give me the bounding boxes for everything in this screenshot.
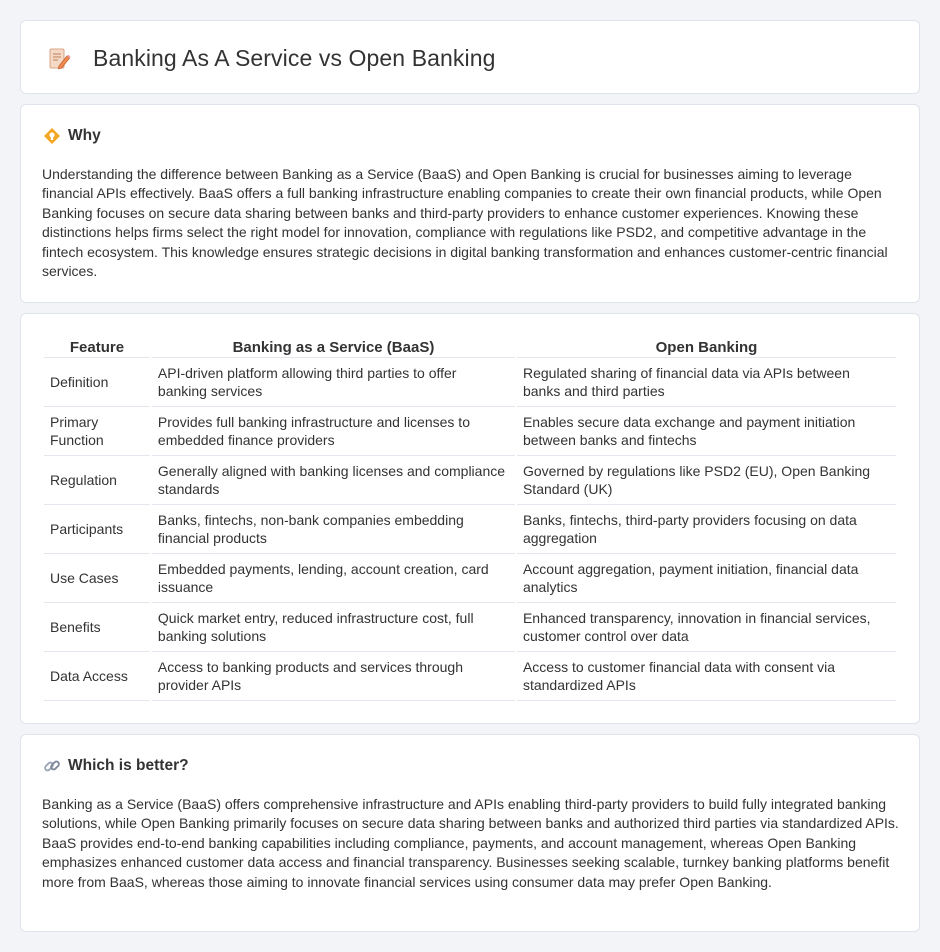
row-open-banking: Regulated sharing of financial data via APIs between banks and third parties — [517, 358, 896, 407]
table-row — [44, 554, 896, 603]
document-pencil-icon — [47, 47, 71, 71]
better-header — [43, 757, 189, 775]
which-better-section — [20, 734, 920, 932]
row-feature: Definition — [44, 358, 150, 407]
row-open-banking: Enables secure data exchange and payment initiation between banks and fintechs — [517, 407, 896, 456]
table-row — [44, 407, 896, 456]
link-icon — [43, 757, 61, 775]
table-header-row — [44, 335, 896, 358]
row-baas: Embedded payments, lending, account creation, card issuance — [152, 554, 515, 603]
comparison-table — [42, 335, 898, 701]
row-baas: Access to banking products and services through provider APIs — [152, 652, 515, 701]
header-feature: Feature — [44, 335, 150, 358]
table-row — [44, 652, 896, 701]
why-heading: Why — [68, 127, 101, 144]
row-baas: Provides full banking infrastructure and licenses to embedded finance providers — [152, 407, 515, 456]
row-open-banking: Banks, fintechs, third-party providers focusing on data aggregation — [517, 505, 896, 554]
row-feature: Primary Function — [44, 407, 150, 456]
better-heading: Which is better? — [68, 757, 189, 774]
why-section — [20, 104, 920, 303]
table-row — [44, 456, 896, 505]
better-paragraph: Banking as a Service (BaaS) offers comprehensive infrastructure and APIs enabling third-party providers to build fully integrated banking solutions, while Open Banking primarily focuses on secure data sharing between banks and authorized third parties via standardized APIs. BaaS provides end-to-end banking capabilities including compliance, payments, and account management, whereas Open Banking emphasizes enhanced customer data access and financial transparency. Businesses seeking scalable, turnkey banking platforms benefit more from BaaS, whereas those aiming to innovate financial services using consumer data may prefer Open Banking. — [42, 796, 899, 890]
table-row — [44, 358, 896, 407]
row-open-banking: Account aggregation, payment initiation, financial data analytics — [517, 554, 896, 603]
row-feature: Regulation — [44, 456, 150, 505]
table-row — [44, 505, 896, 554]
table-row — [44, 603, 896, 652]
row-baas: Generally aligned with banking licenses and compliance standards — [152, 456, 515, 505]
comparison-table-card — [20, 313, 920, 724]
row-feature: Use Cases — [44, 554, 150, 603]
page-title: Banking As A Service vs Open Banking — [93, 45, 496, 71]
row-feature: Benefits — [44, 603, 150, 652]
header-baas: Banking as a Service (BaaS) — [152, 335, 515, 358]
row-feature: Participants — [44, 505, 150, 554]
row-baas: Banks, fintechs, non-bank companies embedding financial products — [152, 505, 515, 554]
row-baas: Quick market entry, reduced infrastructure cost, full banking solutions — [152, 603, 515, 652]
row-open-banking: Governed by regulations like PSD2 (EU), Open Banking Standard (UK) — [517, 456, 896, 505]
header-open-banking: Open Banking — [517, 335, 896, 358]
why-paragraph: Understanding the difference between Banking as a Service (BaaS) and Open Banking is crucial for businesses aiming to leverage financial APIs effectively. BaaS offers a full banking infrastructure enabling companies to create their own financial products, while Open Banking focuses on secure data sharing between banks and third-party providers to enhance customer experiences. Knowing these distinctions helps firms select the right model for innovation, compliance with regulations like PSD2, and competitive advantage in the fintech ecosystem. This knowledge ensures strategic decisions in digital banking transformation and enhances customer-centric financial services. — [42, 166, 888, 280]
row-open-banking: Access to customer financial data with consent via standardized APIs — [517, 652, 896, 701]
row-feature: Data Access — [44, 652, 150, 701]
title-row — [47, 45, 496, 72]
title-card — [20, 20, 920, 94]
bulb-diamond-icon — [43, 127, 61, 145]
row-baas: API-driven platform allowing third parties to offer banking services — [152, 358, 515, 407]
why-header — [43, 127, 101, 145]
row-open-banking: Enhanced transparency, innovation in financial services, customer control over data — [517, 603, 896, 652]
